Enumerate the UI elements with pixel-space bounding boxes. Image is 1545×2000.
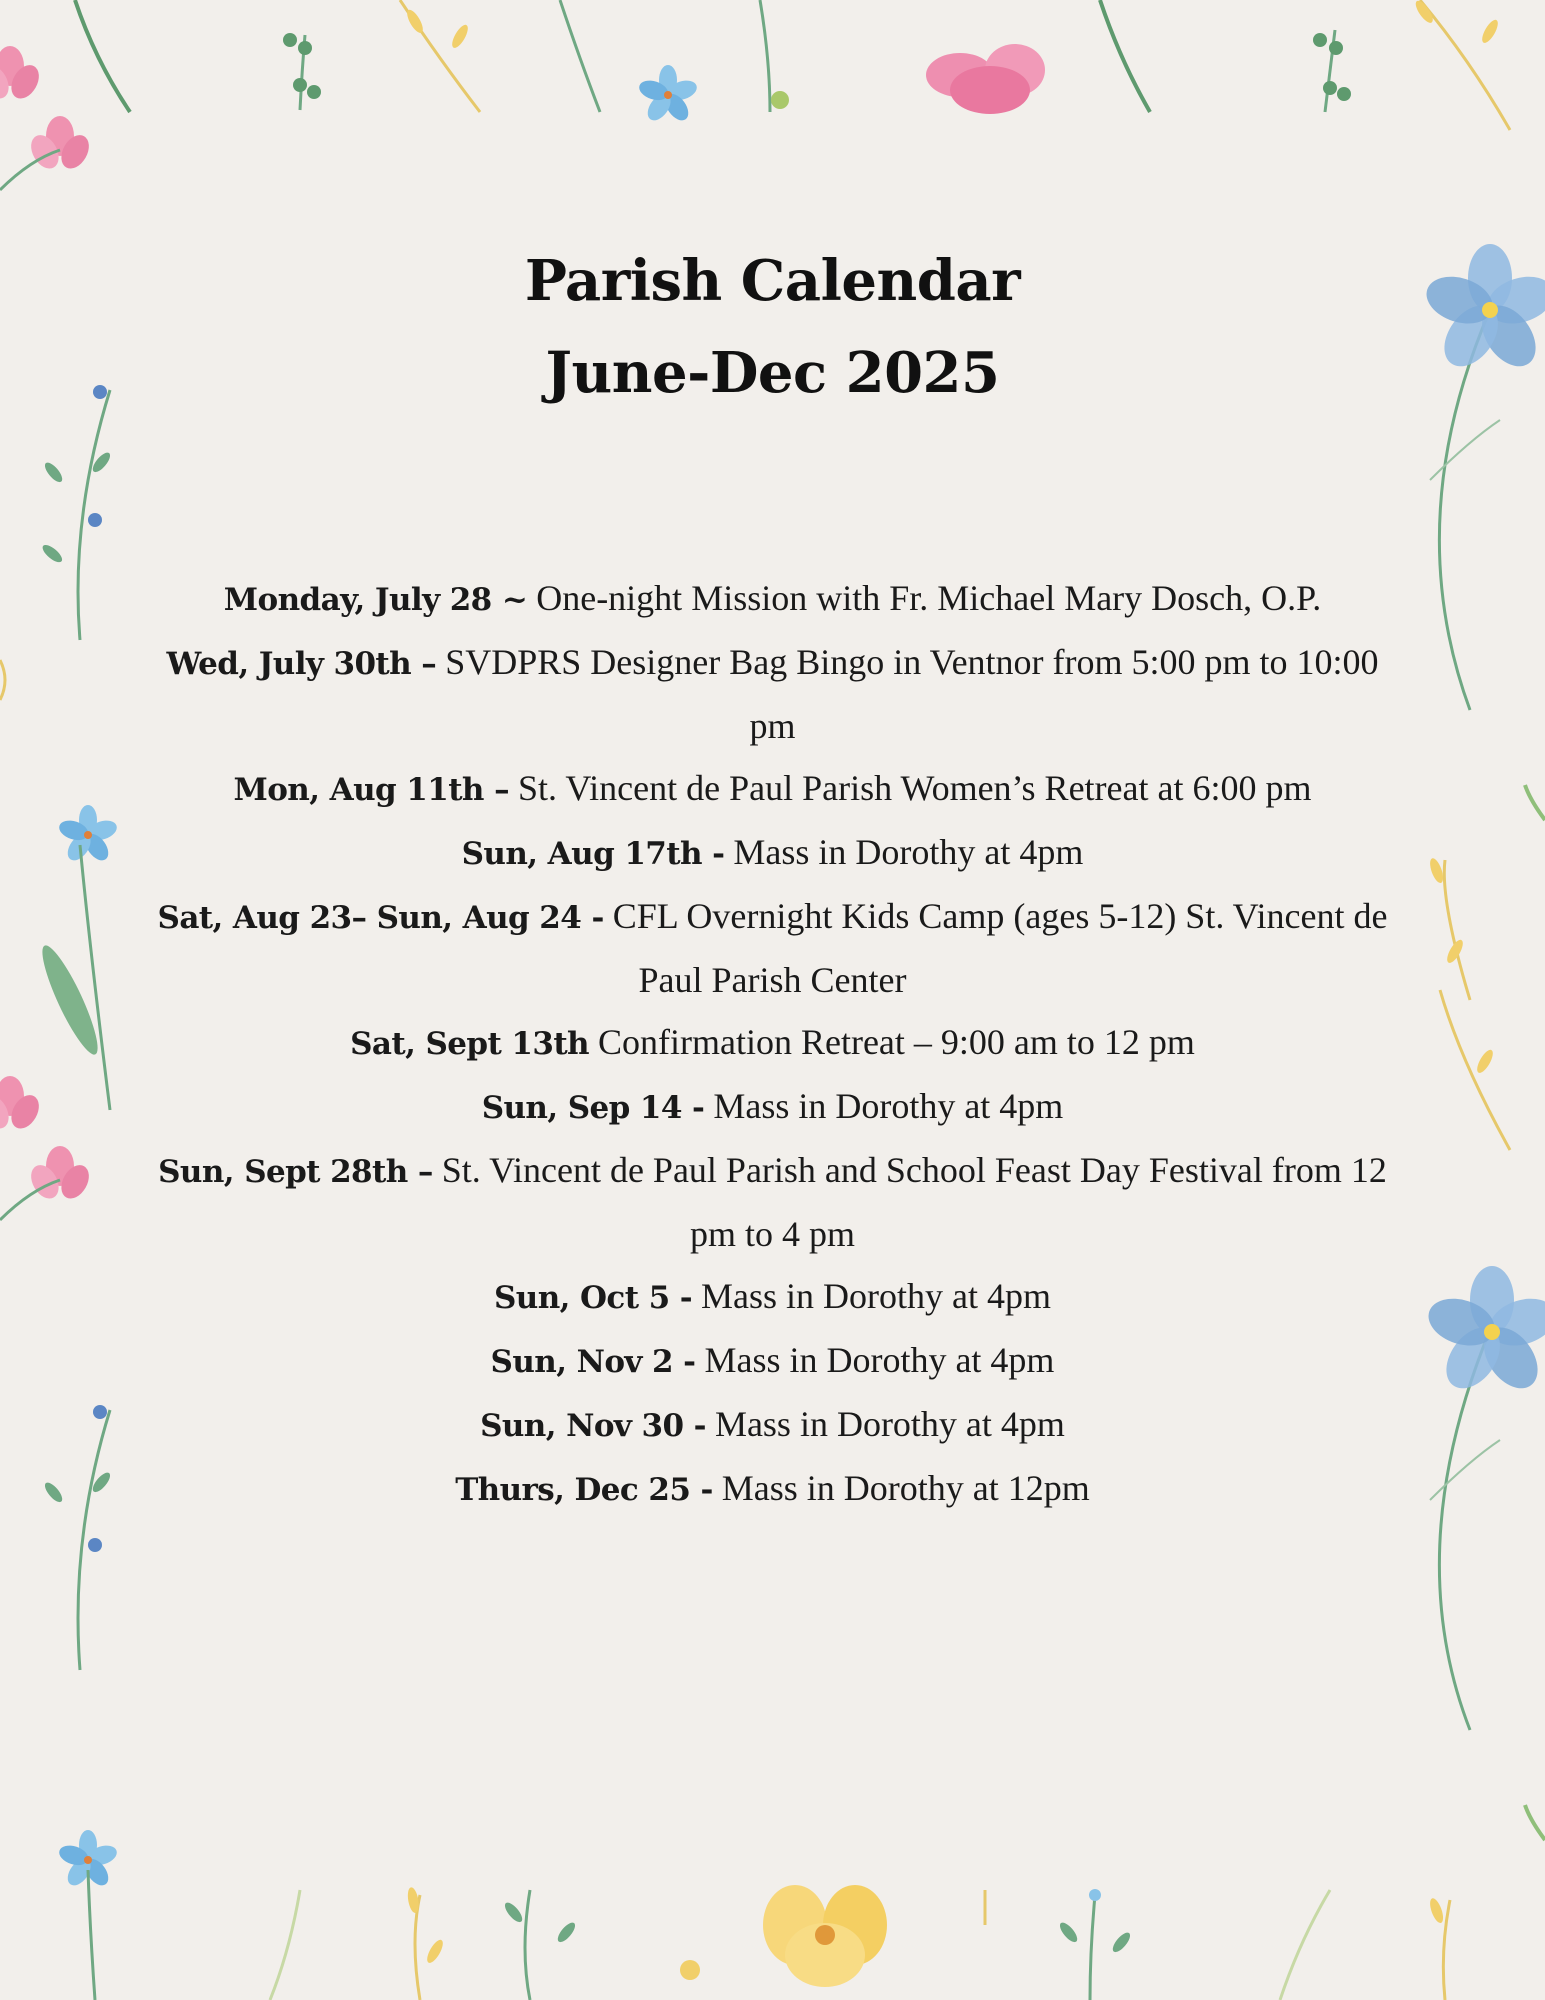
event-description: Mass in Dorothy at 4pm bbox=[724, 832, 1084, 872]
page-title bbox=[150, 235, 1395, 419]
event-description: Mass in Dorothy at 4pm bbox=[695, 1340, 1055, 1380]
event-date: Monday, July 28 ~ bbox=[223, 582, 528, 618]
event-item bbox=[150, 1265, 1395, 1329]
title-line-1: Parish Calendar bbox=[524, 248, 1021, 314]
bottom-flowers bbox=[270, 1885, 1450, 2000]
event-description: Mass in Dorothy at 4pm bbox=[692, 1276, 1052, 1316]
event-description: St. Vincent de Paul Parish and School Feast Day Festival from 12 pm to 4 pm bbox=[432, 1150, 1387, 1254]
top-flowers bbox=[0, 0, 1510, 190]
title-line-2: June-Dec 2025 bbox=[545, 340, 1000, 406]
event-date: Sun, Nov 30 - bbox=[480, 1408, 706, 1444]
event-item bbox=[150, 1329, 1395, 1393]
event-item bbox=[150, 1075, 1395, 1139]
calendar-content bbox=[150, 235, 1395, 1521]
event-item bbox=[150, 1011, 1395, 1075]
event-item bbox=[150, 1139, 1395, 1265]
event-description: SVDPRS Designer Bag Bingo in Ventnor from 5:00 pm to 10:00 pm bbox=[436, 642, 1379, 746]
event-date: Sat, Sept 13th bbox=[350, 1026, 589, 1062]
event-description: One-night Mission with Fr. Michael Mary Dosch, O.P. bbox=[527, 578, 1322, 618]
event-description: Mass in Dorothy at 4pm bbox=[705, 1404, 1065, 1444]
right-flowers bbox=[1420, 244, 1545, 1840]
left-flowers bbox=[0, 385, 119, 2000]
event-date: Sun, Nov 2 - bbox=[490, 1344, 696, 1380]
event-date: Mon, Aug 11th – bbox=[233, 772, 509, 808]
event-date: Sun, Aug 17th - bbox=[461, 836, 725, 872]
event-item bbox=[150, 757, 1395, 821]
event-date: Wed, July 30th – bbox=[166, 646, 437, 682]
event-description: St. Vincent de Paul Parish Women’s Retreat at 6:00 pm bbox=[508, 768, 1312, 808]
event-item bbox=[150, 1457, 1395, 1521]
event-item bbox=[150, 1393, 1395, 1457]
event-description: Mass in Dorothy at 12pm bbox=[712, 1468, 1090, 1508]
event-date: Sun, Sept 28th – bbox=[158, 1154, 433, 1190]
event-date: Sun, Oct 5 - bbox=[493, 1280, 693, 1316]
event-item bbox=[150, 885, 1395, 1011]
event-item bbox=[150, 567, 1395, 631]
event-item bbox=[150, 631, 1395, 757]
event-list bbox=[150, 567, 1395, 1521]
event-date: Thurs, Dec 25 - bbox=[455, 1472, 713, 1508]
event-date: Sun, Sep 14 - bbox=[481, 1090, 705, 1126]
event-item bbox=[150, 821, 1395, 885]
event-description: Confirmation Retreat – 9:00 am to 12 pm bbox=[588, 1022, 1195, 1062]
event-date: Sat, Aug 23– Sun, Aug 24 - bbox=[157, 900, 604, 936]
event-description: Mass in Dorothy at 4pm bbox=[704, 1086, 1064, 1126]
event-description: CFL Overnight Kids Camp (ages 5-12) St. Vincent de Paul Parish Center bbox=[603, 896, 1388, 1000]
